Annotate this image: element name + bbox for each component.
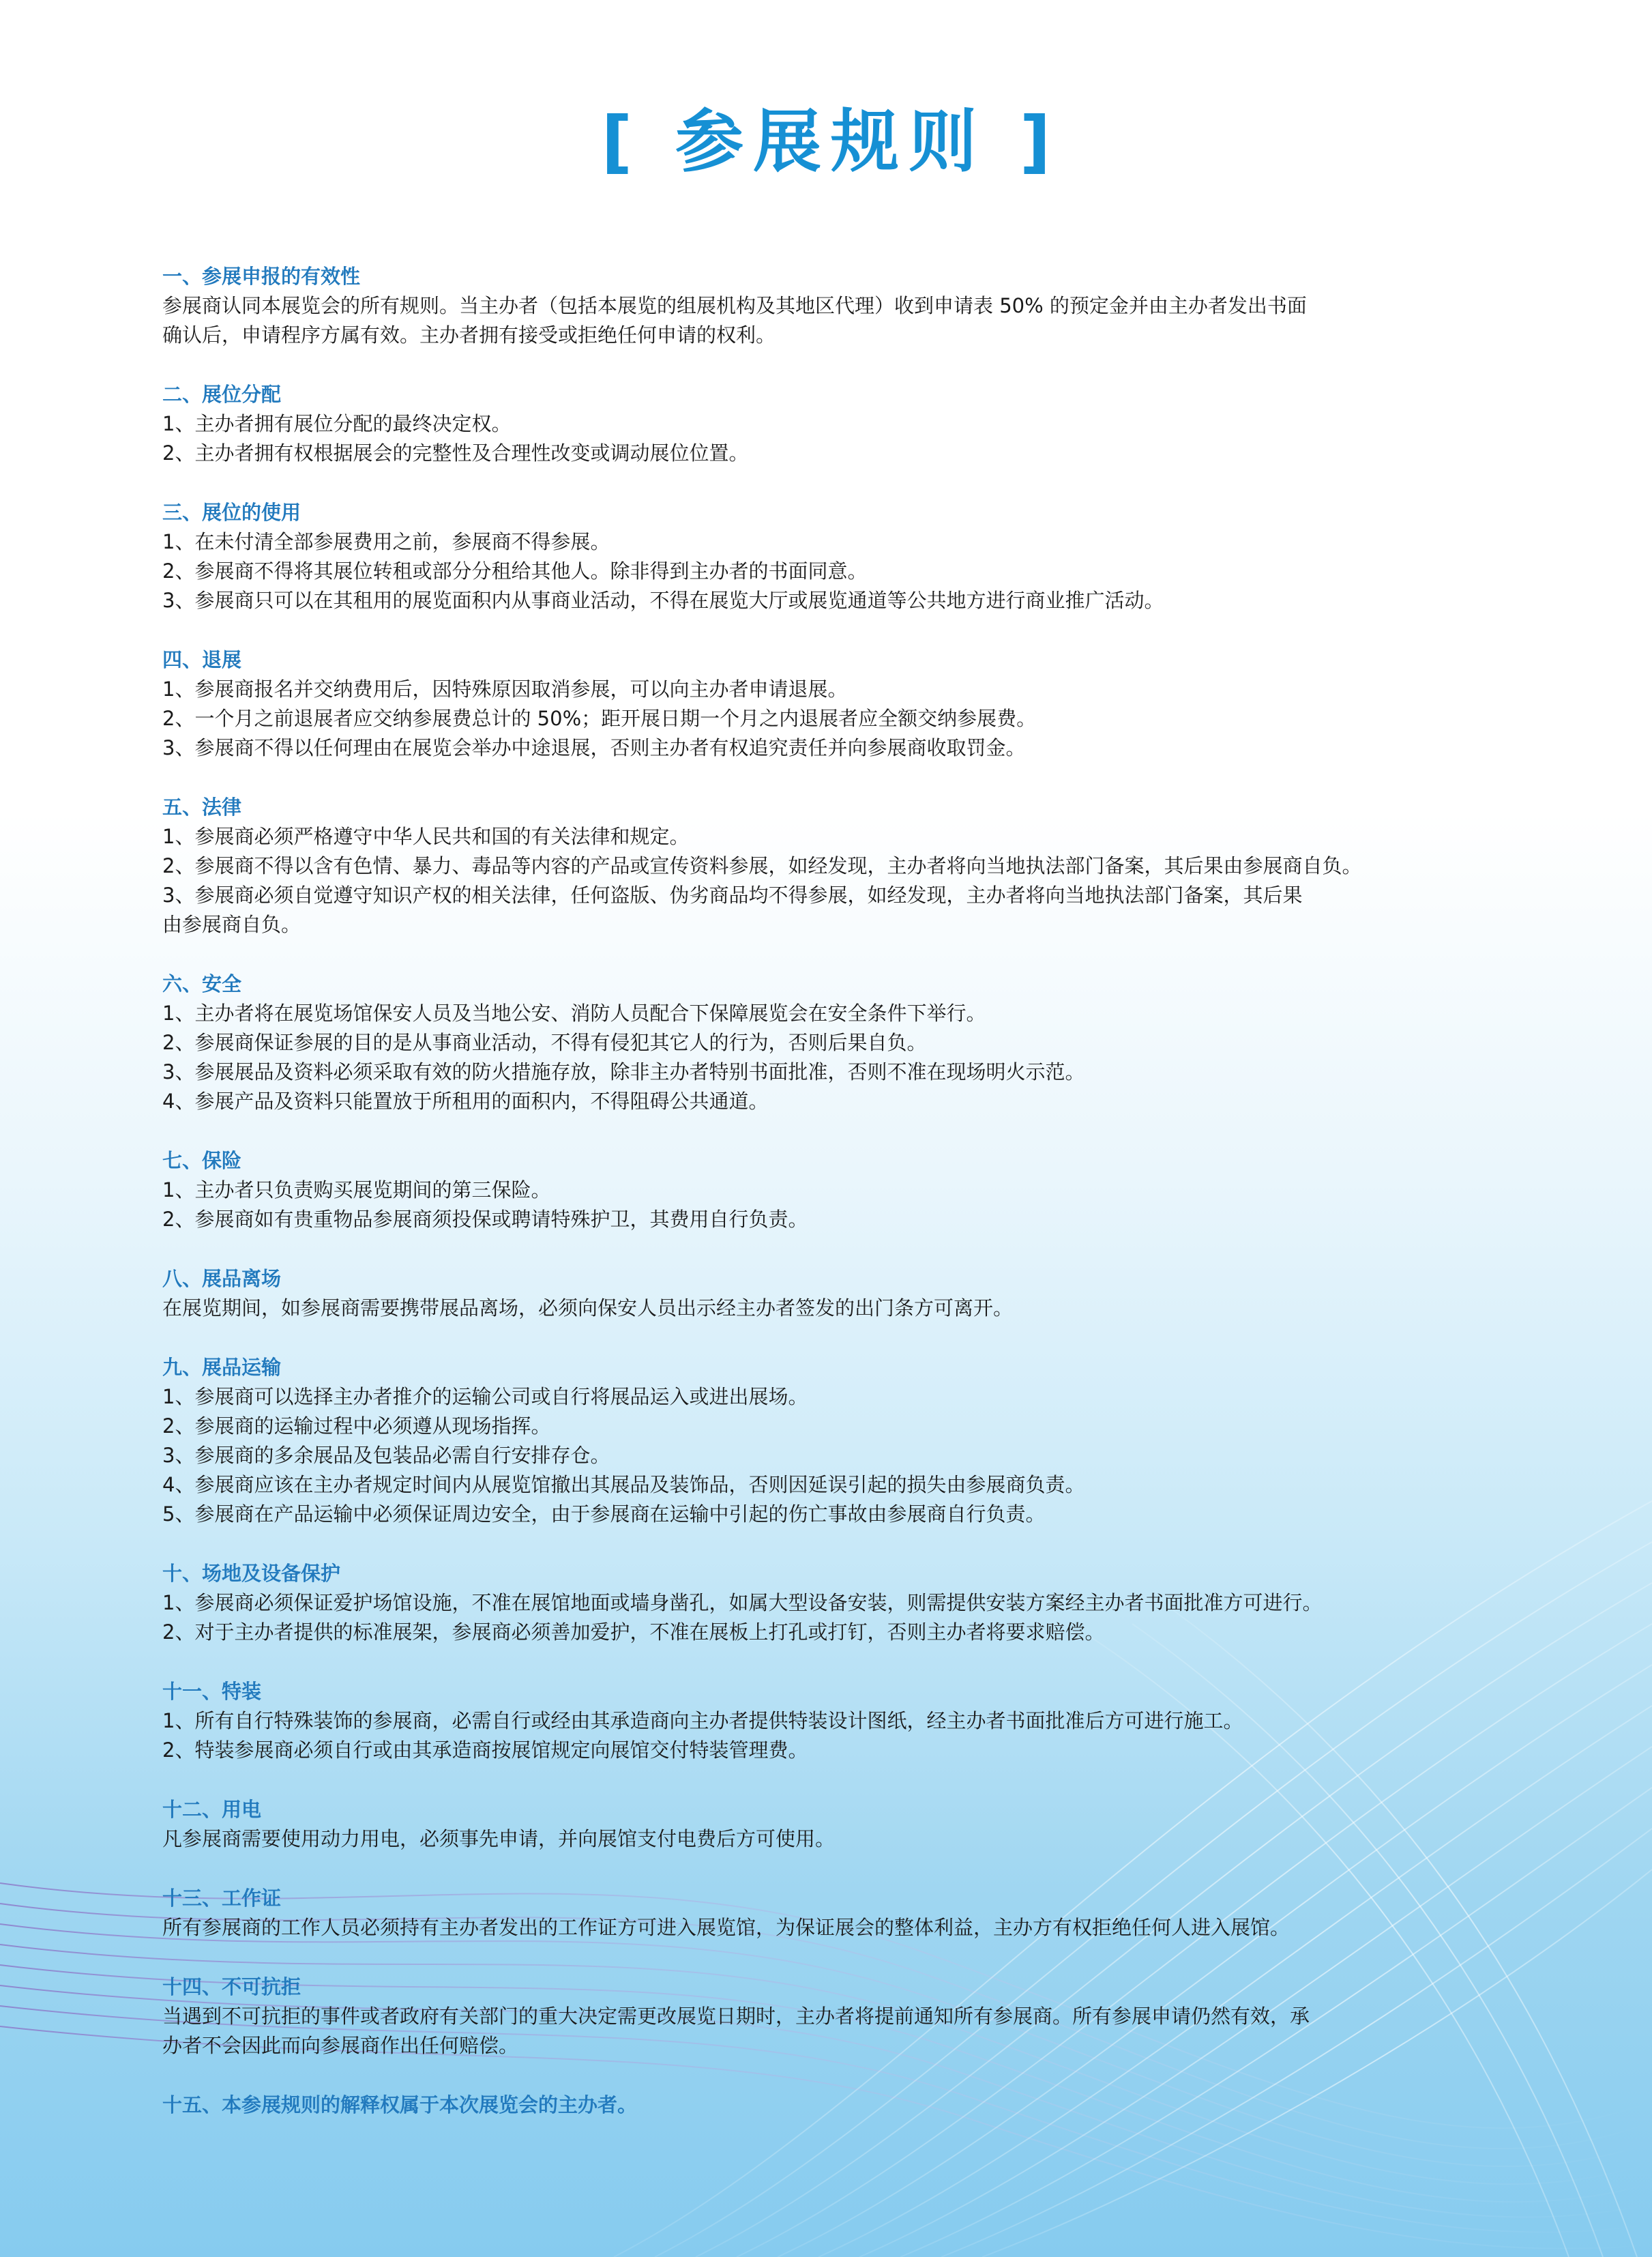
- section-text-line: 2、主办者拥有权根据展会的完整性及合理性改变或调动展位位置。: [162, 441, 749, 465]
- section-heading: 七、保险: [162, 1149, 242, 1172]
- section-text-line: 凡参展商需要使用动力用电，必须事先申请，并向展馆支付电费后方可使用。: [162, 1827, 836, 1850]
- section-text-line: 1、主办者将在展览场馆保安人员及当地公安、消防人员配合下保障展览会在安全条件下举行。: [162, 1002, 986, 1025]
- section-text-line: 1、参展商必须保证爱护场馆设施，不准在展馆地面或墙身凿孔，如属大型设备安装，则需提供安装方案经主办者书面批准方可进行。: [162, 1591, 1323, 1614]
- section-heading: 一、参展申报的有效性: [162, 265, 361, 288]
- section-text-line: 2、对于主办者提供的标准展架，参展商必须善加爱护，不准在展板上打孔或打钉，否则主办者将要求赔偿。: [162, 1620, 1105, 1644]
- section-heading: 四、退展: [162, 648, 242, 671]
- section-text-line: 1、主办者只负责购买展览期间的第三保险。: [162, 1178, 551, 1202]
- section-heading: 十、场地及设备保护: [162, 1562, 341, 1585]
- section-heading: 二、展位分配: [162, 383, 282, 406]
- rule-section: [162, 262, 1499, 350]
- section-heading: 五、法律: [162, 796, 242, 819]
- rule-section: [162, 645, 1499, 763]
- rule-section: [162, 1972, 1499, 2061]
- section-text-line: 2、参展商保证参展的目的是从事商业活动，不得有侵犯其它人的行为，否则后果自负。: [162, 1031, 927, 1054]
- section-heading: 十四、不可抗拒: [162, 1975, 301, 1998]
- rule-section: [162, 1146, 1499, 1234]
- section-text-line: 4、参展产品及资料只能置放于所租用的面积内，不得阻碍公共通道。: [162, 1090, 769, 1113]
- rule-section: [162, 2091, 1499, 2120]
- rule-section: [162, 498, 1499, 615]
- section-text-line: 1、所有自行特殊装饰的参展商，必需自行或经由其承造商向主办者提供特装设计图纸，经主办者书面批准后方可进行施工。: [162, 1709, 1243, 1732]
- rules-list: [162, 262, 1499, 2120]
- section-heading: 九、展品运输: [162, 1356, 282, 1379]
- section-heading: 十二、用电: [162, 1798, 262, 1821]
- section-text-line: 由参展商自负。: [162, 913, 301, 936]
- section-heading: 三、展位的使用: [162, 501, 301, 524]
- section-text-line: 2、参展商不得以含有色情、暴力、毒品等内容的产品或宣传资料参展，如经发现，主办者将向当地执法部门备案，其后果由参展商自负。: [162, 854, 1362, 877]
- section-heading: 十五、本参展规则的解释权属于本次展览会的主办者。: [162, 2093, 638, 2116]
- section-heading: 十三、工作证: [162, 1887, 282, 1910]
- section-text-line: 当遇到不可抗拒的事件或者政府有关部门的重大决定需更改展览日期时，主办者将提前通知所有参展商。所有参展申请仍然有效，承: [162, 2005, 1310, 2028]
- rule-section: [162, 1884, 1499, 1942]
- section-text-line: 4、参展商应该在主办者规定时间内从展览馆撤出其展品及装饰品，否则因延误引起的损失由参展商负责。: [162, 1473, 1085, 1496]
- section-text-line: 3、参展商的多余展品及包装品必需自行安排存仓。: [162, 1444, 610, 1467]
- section-text-line: 1、参展商报名并交纳费用后，因特殊原因取消参展，可以向主办者申请退展。: [162, 678, 848, 701]
- section-text-line: 2、一个月之前退展者应交纳参展费总计的 50%；距开展日期一个月之内退展者应全额交纳参展费。: [162, 707, 1037, 730]
- section-text-line: 所有参展商的工作人员必须持有主办者发出的工作证方可进入展览馆，为保证展会的整体利益，主办方有权拒绝任何人进入展馆。: [162, 1916, 1290, 1939]
- rule-section: [162, 1353, 1499, 1529]
- rule-section: [162, 1795, 1499, 1854]
- section-text-line: 参展商认同本展览会的所有规则。当主办者（包括本展览的组展机构及其地区代理）收到申请表 50% 的预定金并由主办者发出书面: [162, 294, 1307, 317]
- section-text-line: 5、参展商在产品运输中必须保证周边安全，由于参展商在运输中引起的伤亡事故由参展商自行负责。: [162, 1502, 1046, 1526]
- section-text-line: 1、参展商必须严格遵守中华人民共和国的有关法律和规定。: [162, 825, 690, 848]
- section-text-line: 2、特装参展商必须自行或由其承造商按展馆规定向展馆交付特装管理费。: [162, 1738, 808, 1762]
- section-text-line: 1、在未付清全部参展费用之前，参展商不得参展。: [162, 530, 610, 553]
- rule-section: [162, 1677, 1499, 1765]
- page-title: [ 参展规则 ]: [601, 102, 1061, 181]
- section-text-line: 2、参展商如有贵重物品参展商须投保或聘请特殊护卫，其费用自行负责。: [162, 1208, 808, 1231]
- section-text-line: 3、参展展品及资料必须采取有效的防火措施存放，除非主办者特别书面批准，否则不准在现场明火示范。: [162, 1060, 1085, 1083]
- section-text-line: 3、参展商不得以任何理由在展览会举办中途退展，否则主办者有权追究责任并向参展商收取罚金。: [162, 736, 1026, 759]
- section-text-line: 确认后，申请程序方属有效。主办者拥有接受或拒绝任何申请的权利。: [162, 323, 776, 347]
- document-content: [162, 0, 1499, 2150]
- section-text-line: 2、参展商的运输过程中必须遵从现场指挥。: [162, 1414, 551, 1438]
- section-text-line: 办者不会因此而向参展商作出任何赔偿。: [162, 2034, 519, 2057]
- section-heading: 八、展品离场: [162, 1267, 282, 1290]
- section-text-line: 在展览期间，如参展商需要携带展品离场，必须向保安人员出示经主办者签发的出门条方可离开。: [162, 1296, 1014, 1320]
- rule-section: [162, 1559, 1499, 1647]
- section-text-line: 3、参展商必须自觉遵守知识产权的相关法律，任何盗版、伪劣商品均不得参展，如经发现，主办者将向当地执法部门备案，其后果: [162, 884, 1303, 907]
- section-text-line: 1、参展商可以选择主办者推介的运输公司或自行将展品运入或进出展场。: [162, 1385, 808, 1408]
- section-text-line: 1、主办者拥有展位分配的最终决定权。: [162, 412, 512, 435]
- rule-section: [162, 1264, 1499, 1323]
- section-text-line: 2、参展商不得将其展位转租或部分分租给其他人。除非得到主办者的书面同意。: [162, 559, 868, 583]
- rule-section: [162, 380, 1499, 468]
- rule-section: [162, 793, 1499, 940]
- section-text-line: 3、参展商只可以在其租用的展览面积内从事商业活动，不得在展览大厅或展览通道等公共地方进行商业推广活动。: [162, 589, 1164, 612]
- rule-section: [162, 970, 1499, 1116]
- section-heading: 六、安全: [162, 972, 242, 995]
- section-heading: 十一、特装: [162, 1680, 262, 1703]
